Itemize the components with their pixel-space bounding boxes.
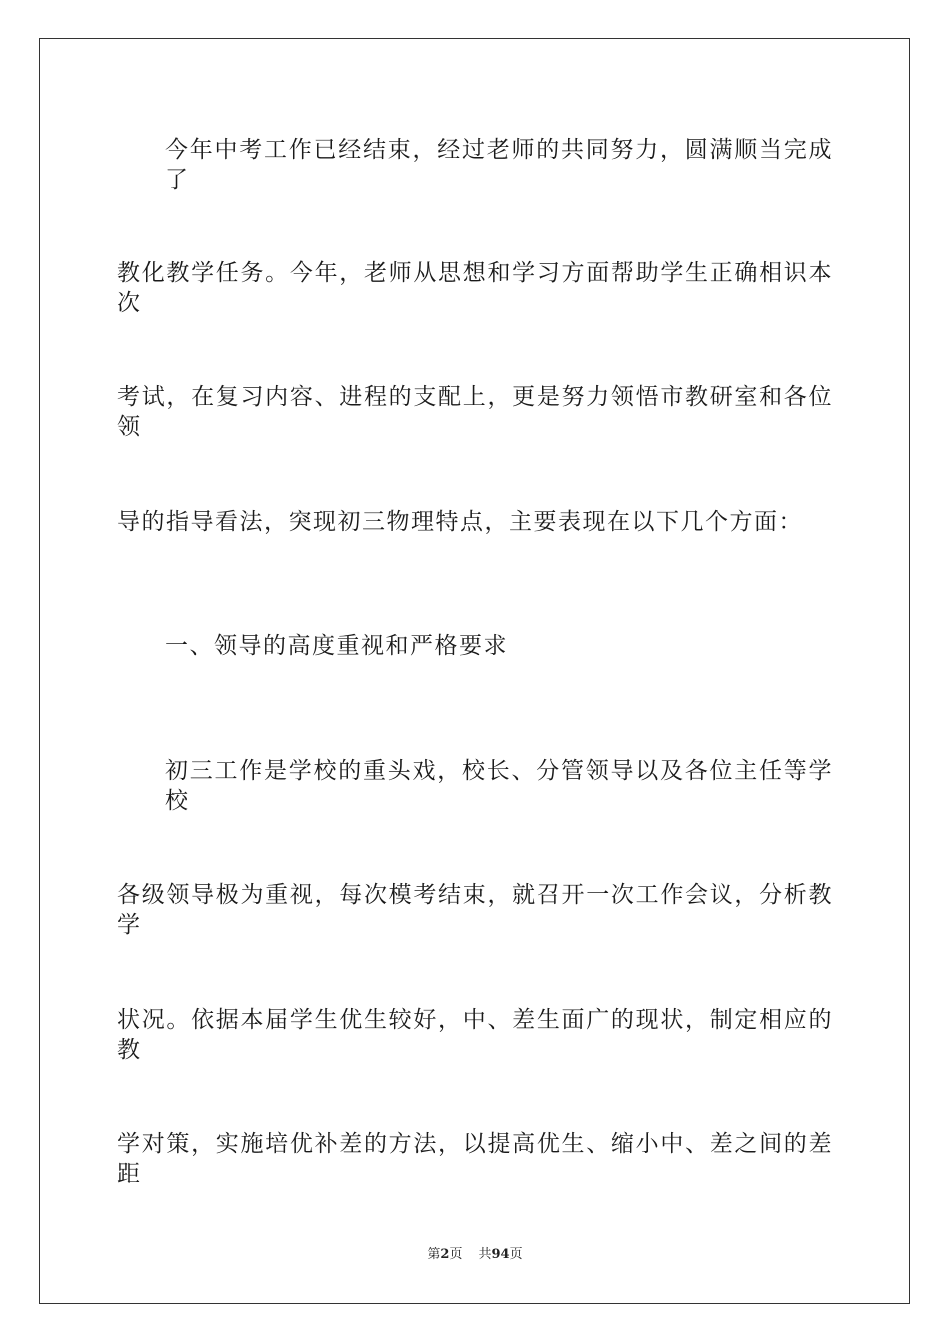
section-heading: 一、领导的高度重视和严格要求 bbox=[165, 633, 508, 659]
page-border bbox=[39, 38, 910, 1304]
paragraph-line: 考试，在复习内容、进程的支配上，更是努力领悟市教研室和各位领 bbox=[117, 384, 833, 440]
page-footer bbox=[0, 1247, 950, 1263]
paragraph-line: 状况。依据本届学生优生较好，中、差生面广的现状，制定相应的教 bbox=[117, 1007, 833, 1063]
paragraph-line: 导的指导看法，突现初三物理特点，主要表现在以下几个方面： bbox=[117, 509, 803, 535]
paragraph-line: 各级领导极为重视，每次模考结束，就召开一次工作会议，分析教学 bbox=[117, 882, 833, 938]
paragraph-line: 初三工作是学校的重头戏，校长、分管领导以及各位主任等学校 bbox=[165, 758, 833, 814]
paragraph-line: 学对策，实施培优补差的方法，以提高优生、缩小中、差之间的差距 bbox=[117, 1131, 833, 1187]
total-prefix: 共 bbox=[478, 1247, 492, 1262]
page-suffix: 页 bbox=[449, 1247, 463, 1262]
total-suffix: 页 bbox=[509, 1247, 523, 1262]
paragraph-line: 教化教学任务。今年，老师从思想和学习方面帮助学生正确相识本次 bbox=[117, 260, 833, 316]
paragraph-line: 今年中考工作已经结束，经过老师的共同努力，圆满顺当完成了 bbox=[165, 137, 833, 193]
page-number: 2 bbox=[440, 1247, 450, 1262]
total-pages: 94 bbox=[491, 1247, 510, 1262]
page-prefix: 第 bbox=[427, 1247, 441, 1262]
